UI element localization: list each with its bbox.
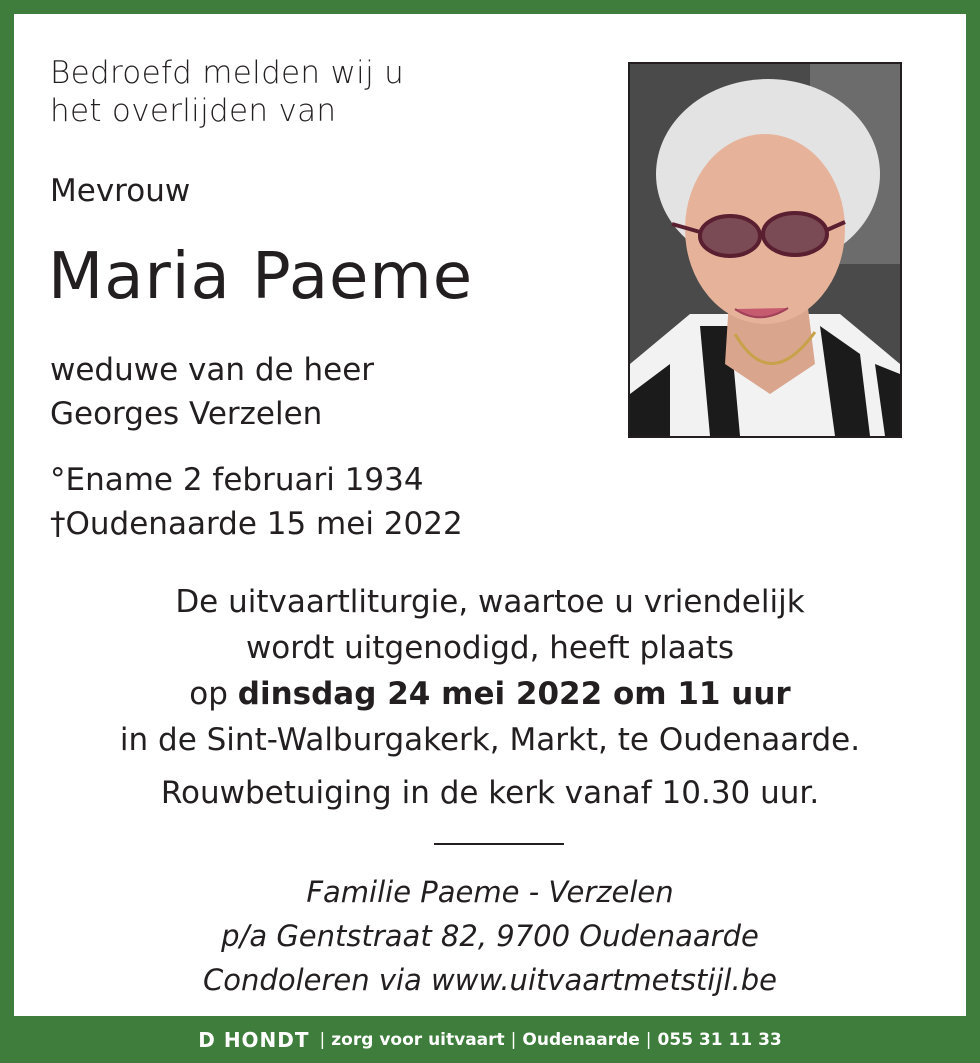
divider bbox=[434, 843, 564, 845]
life-dates bbox=[50, 458, 463, 546]
intro-line-1: Bedroefd melden wij u bbox=[50, 55, 405, 91]
birth-date: °Ename 2 februari 1934 bbox=[50, 462, 424, 498]
portrait-photo bbox=[628, 62, 902, 438]
ceremony-datetime: dinsdag 24 mei 2022 om 11 uur bbox=[237, 676, 791, 712]
family-info bbox=[14, 870, 966, 1002]
ceremony-line-2: wordt uitgenodigd, heeft plaats bbox=[245, 630, 735, 666]
spouse-line-2: Georges Verzelen bbox=[50, 396, 323, 432]
funeral-home-logo: D HONDT bbox=[198, 1027, 310, 1052]
intro-line-2: het overlijden van bbox=[50, 93, 337, 129]
obituary-card bbox=[14, 14, 966, 1016]
online-condolence: Condoleren via www.uitvaartmetstijl.be bbox=[203, 963, 777, 997]
family-address: p/a Gentstraat 82, 9700 Oudenaarde bbox=[221, 919, 759, 953]
separator: | bbox=[645, 1029, 652, 1050]
ceremony-prefix: op bbox=[189, 676, 228, 712]
deceased-name: Maria Paeme bbox=[48, 240, 474, 314]
footer-tagline: zorg voor uitvaart bbox=[331, 1029, 505, 1050]
footer-phone: 055 31 11 33 bbox=[657, 1029, 782, 1050]
spouse-info bbox=[50, 348, 374, 436]
honorific: Mevrouw bbox=[50, 173, 191, 209]
family-name: Familie Paeme - Verzelen bbox=[306, 875, 674, 909]
condolence-time: Rouwbetuiging in de kerk vanaf 10.30 uur. bbox=[160, 775, 820, 811]
ceremony-details bbox=[14, 579, 966, 763]
footer-city: Oudenaarde bbox=[522, 1029, 640, 1050]
ceremony-line-3 bbox=[14, 671, 966, 717]
death-date: †Oudenaarde 15 mei 2022 bbox=[50, 506, 463, 542]
ceremony-line-4: in de Sint-Walburgakerk, Markt, te Oudenaarde. bbox=[119, 722, 861, 758]
spouse-line-1: weduwe van de heer bbox=[50, 352, 375, 388]
footer-bar bbox=[0, 1016, 980, 1063]
intro-text bbox=[50, 54, 404, 130]
separator: | bbox=[510, 1029, 517, 1050]
separator: | bbox=[319, 1029, 326, 1050]
portrait-illustration bbox=[630, 64, 900, 436]
ceremony-line-1: De uitvaartliturgie, waartoe u vriendelijk bbox=[175, 584, 805, 620]
